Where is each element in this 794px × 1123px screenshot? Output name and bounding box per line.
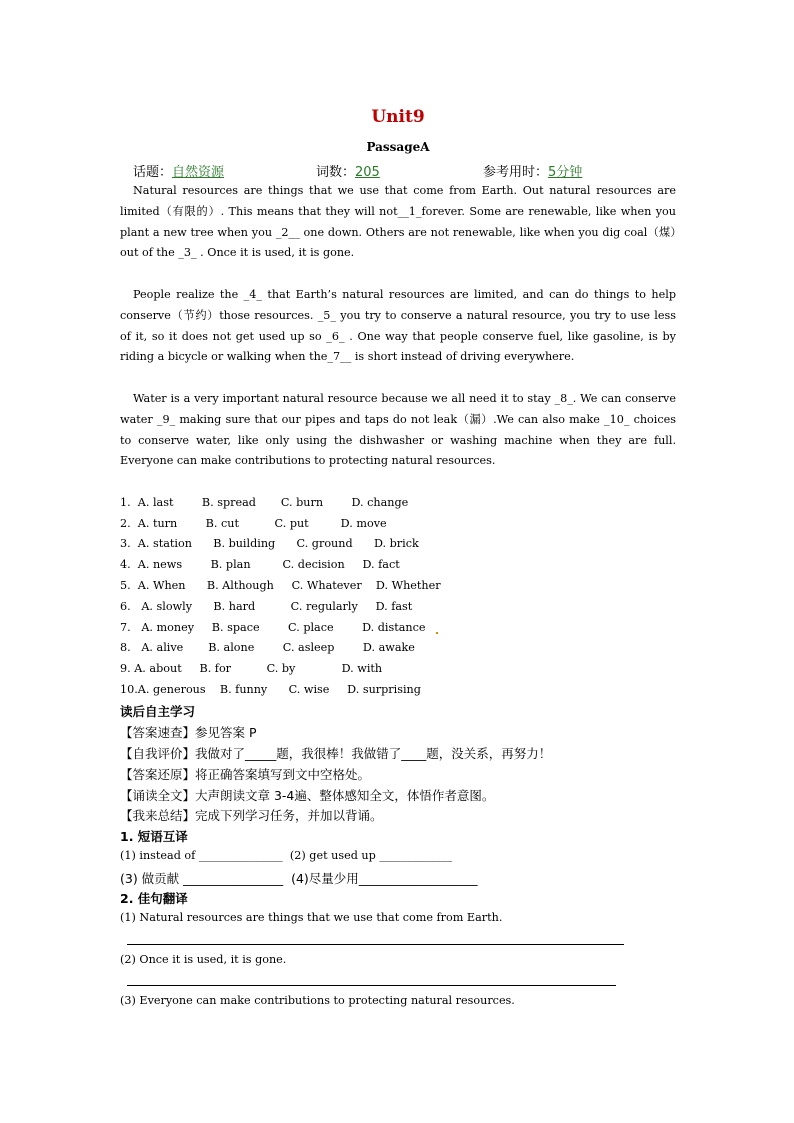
- option-row-9: 9. A. about B. for C. by D. with: [120, 662, 383, 675]
- option-row-10: 10.A. generous B. funny C. wise D. surprising: [120, 683, 421, 696]
- study-line-3: 【答案还原】将正确答案填写到文中空格处。: [120, 767, 371, 782]
- option-row-5: 5. A. When B. Although C. Whatever D. Whether: [120, 579, 441, 592]
- sentence-1: (1) Natural resources are things that we use that come from Earth.: [120, 911, 503, 924]
- study-line-4: 【诵读全文】大声朗读文章 3-4遍、整体感知全文，体悟作者意图。: [120, 788, 495, 803]
- option-row-8: 8. A. alive B. alone C. asleep D. awake: [120, 641, 415, 654]
- passage-paragraph-2: People realize the _4_ that Earth’s natural resources are limited, and can do things to help conserve（节约）those resources. _5_ you try to conserve a natural resource, you try to use less of it, so it does not get used up so _6_ . One way that people conserve fuel, like gasoline, is by riding a bicycle or walking when the_7__ is short instead of driving everywhere.: [120, 288, 676, 364]
- option-row-2: 2. A. turn B. cut C. put D. move: [120, 517, 387, 530]
- phrase-row-2: (3) 做贡献 ________________ (4)尽量少用___________________: [120, 871, 478, 886]
- option-row-3: 3. A. station B. building C. ground D. brick: [120, 537, 419, 550]
- answer-line-1[interactable]: [127, 944, 624, 945]
- topic-label: 话题：: [133, 165, 173, 180]
- time-label: 参考用时：: [483, 165, 549, 180]
- passage-title: PassageA: [366, 140, 430, 154]
- word-count-value: 205: [355, 165, 380, 180]
- option-row-6: 6. A. slowly B. hard C. regularly D. fast: [120, 600, 413, 613]
- sentence-3: (3) Everyone can make contributions to protecting natural resources.: [120, 994, 515, 1007]
- option-row-7: 7. A. money B. space C. place D. distance: [120, 621, 426, 634]
- study-line-2: 【自我评价】我做对了_____题，我很棒！我做错了____题，没关系，再努力！: [120, 746, 552, 761]
- section-heading: 读后自主学习: [120, 704, 196, 719]
- time-value: 5分钟: [548, 165, 583, 180]
- option-row-4: 4. A. news B. plan C. decision D. fact: [120, 558, 400, 571]
- option-row-1: 1. A. last B. spread C. burn D. change: [120, 496, 409, 509]
- phrase-row-1: (1) instead of _______________ (2) get used up _____________: [120, 849, 453, 862]
- task1-heading: 1. 短语互译: [120, 829, 188, 844]
- stray-mark: [436, 632, 438, 634]
- answer-line-2[interactable]: [127, 985, 616, 986]
- passage-paragraph-1: Natural resources are things that we use that come from Earth. Out natural resources are limited（有限的）. This means that they will not__1_forever. Some are renewable, like when you plant a new tree when you _2__ one down. Others are not renewable, like when you dig coal（煤）out of the _3_ . Once it is used, it is gone.: [120, 184, 676, 260]
- topic-value: 自然资源: [172, 165, 225, 180]
- task2-heading: 2. 佳句翻译: [120, 891, 188, 906]
- sentence-2: (2) Once it is used, it is gone.: [120, 953, 287, 966]
- study-line-5: 【我来总结】完成下列学习任务，并加以背诵。: [120, 808, 383, 823]
- unit-title: Unit9: [371, 107, 425, 127]
- word-count-label: 词数：: [316, 165, 356, 180]
- study-line-1: 【答案速查】参见答案 P: [120, 725, 257, 740]
- passage-paragraph-3: Water is a very important natural resource because we all need it to stay _8_. We can conserve water _9_ making sure that our pipes and taps do not leak（漏）.We can also make _10_ choices to conserve water, like only using the dishwasher or washing machine when they are full. Everyone can make contributions to protecting natural resources.: [120, 392, 676, 468]
